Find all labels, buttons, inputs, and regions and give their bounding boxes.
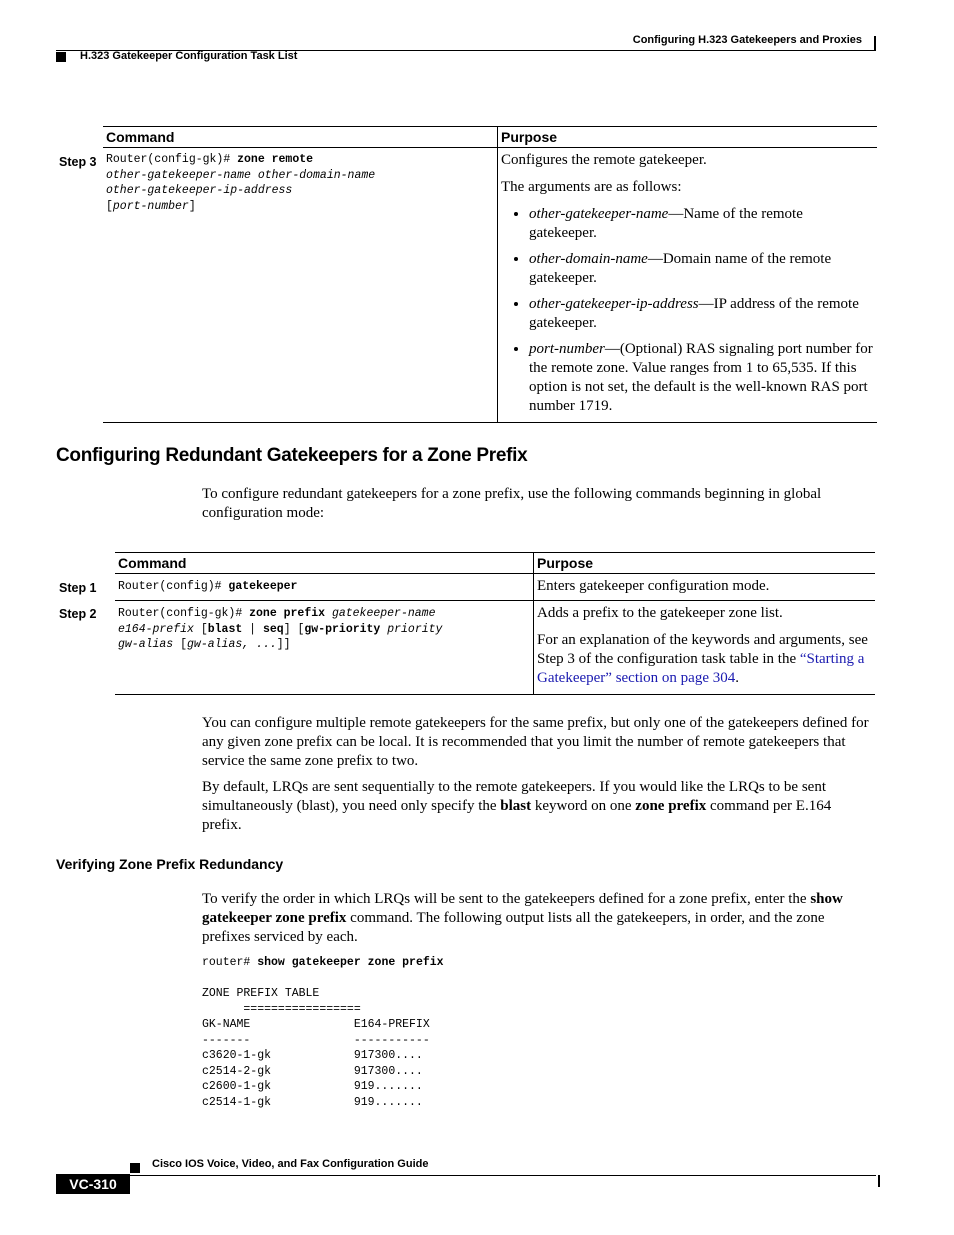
column-header-purpose: Purpose	[498, 127, 878, 148]
list-item	[529, 340, 874, 416]
arg-term: other-domain-name	[529, 251, 648, 267]
prompt: Router(config-gk)#	[118, 607, 250, 620]
purpose-gatekeeper: Enters gatekeeper configuration mode.	[537, 578, 770, 594]
purpose-zone-remote	[501, 151, 874, 416]
keyword-gatekeeper: gatekeeper	[228, 580, 298, 593]
keyword-zone-prefix: zone prefix	[249, 607, 326, 620]
arg-port: port-number	[112, 199, 189, 213]
arg-priority: priority	[380, 622, 443, 636]
column-header-command: Command	[115, 553, 534, 574]
keyword-zone-remote: zone remote	[237, 153, 314, 166]
footer-guide-title: Cisco IOS Voice, Video, and Fax Configuration Guide	[152, 1158, 429, 1170]
intro-paragraph: To configure redundant gatekeepers for a zone prefix, use the following commands beginning in global configuration mode:	[202, 486, 822, 521]
purpose-args-intro: The arguments are as follows:	[501, 179, 682, 195]
syntax-text: ]]	[276, 638, 291, 651]
arg-desc: —Name of the remote gatekeeper.	[529, 206, 803, 241]
running-header-section: H.323 Gatekeeper Configuration Task List	[80, 50, 298, 62]
page-number: VC-310	[56, 1174, 130, 1194]
arg-names: other-gatekeeper-name other-domain-name	[106, 168, 376, 182]
show-command: show gatekeeper zone prefix	[257, 956, 444, 969]
subsection-title: Verifying Zone Prefix Redundancy	[56, 856, 284, 872]
cli-output	[202, 955, 444, 1110]
arg-term: other-gatekeeper-ip-address	[529, 296, 699, 312]
arg-gw-alias-list: gw-alias, ...	[187, 638, 277, 651]
keyword-blast: blast	[207, 622, 243, 636]
list-item	[529, 295, 874, 333]
list-item	[529, 205, 874, 243]
arg-desc: —(Optional) RAS signaling port number for the remote zone. Value ranges from 1 to 65,535. If this option is not set, the default is the well-known RAS port number 1719.	[529, 341, 873, 414]
text: To verify the order in which LRQs will be sent to the gatekeepers defined for a zone prefix, enter the	[202, 891, 811, 907]
text: command per E.164 prefix.	[202, 798, 832, 833]
paragraph-lrq-blast	[202, 778, 874, 835]
column-header-command: Command	[103, 127, 498, 148]
step-3-label: Step 3	[59, 155, 97, 169]
argument-list	[501, 205, 874, 416]
step-2-label: Step 2	[59, 607, 97, 621]
text: command. The following output lists all the gatekeepers, in order, and the zone prefixes serviced by each.	[202, 910, 825, 945]
syntax-text: ] [	[283, 622, 305, 636]
footer-tick	[878, 1175, 880, 1187]
arg-term: port-number	[529, 341, 605, 357]
header-marker	[56, 52, 66, 62]
prompt: router#	[202, 956, 258, 969]
syntax-text: [	[193, 622, 208, 636]
keyword-seq: seq	[262, 622, 284, 636]
keyword-gw-priority: gw-priority	[304, 622, 381, 636]
text: keyword on one	[531, 798, 636, 814]
column-header-purpose: Purpose	[534, 553, 876, 574]
zone-remote-command	[106, 152, 494, 214]
gatekeeper-command	[118, 579, 530, 595]
purpose-line: Adds a prefix to the gatekeeper zone list.	[537, 605, 783, 621]
paragraph-verify	[202, 890, 874, 947]
bracket-close: ]	[188, 199, 196, 213]
command-table-2	[115, 552, 875, 695]
purpose-zone-prefix	[537, 604, 872, 688]
purpose-text: .	[735, 670, 739, 686]
arg-ip: other-gatekeeper-ip-address	[106, 184, 293, 197]
keyword-blast: blast	[500, 798, 532, 814]
prompt: Router(config)#	[118, 580, 229, 593]
list-item	[529, 250, 874, 288]
syntax-text: |	[242, 622, 263, 636]
syntax-text: [	[173, 638, 188, 651]
starting-gatekeeper-link[interactable]: “Starting a Gatekeeper” section on page 304	[537, 651, 865, 686]
arg-desc: —IP address of the remote gatekeeper.	[529, 296, 859, 331]
footer-rule	[130, 1175, 876, 1176]
command-table-1	[103, 126, 877, 423]
command-output: ZONE PREFIX TABLE ================= GK-NAME E164-PREFIX ------- ----------- c3620-1-gk 917300.... c2514-2-gk 917300.... c2600-1-gk 919....... c2514-1-gk 919.......	[202, 987, 430, 1109]
paragraph-multiple-gatekeepers: You can configure multiple remote gatekeepers for the same prefix, but only one of the gatekeepers defined for any given zone prefix can be local. It is recommended that you limit the number of remote gatekeepers that service the same zone prefix to two.	[202, 715, 869, 769]
section-title: Configuring Redundant Gatekeepers for a Zone Prefix	[56, 445, 528, 466]
text: By default, LRQs are sent sequentially to the remote gatekeepers. If you would like the LRQs to be sent simultaneously (blast), you need only specify the	[202, 779, 827, 814]
prompt: Router(config-gk)#	[106, 153, 238, 166]
arg-gw-alias: gw-alias	[118, 638, 174, 651]
header-bar	[874, 36, 876, 50]
arg-desc: —Domain name of the remote gatekeeper.	[529, 251, 832, 286]
purpose-intro: Configures the remote gatekeeper.	[501, 152, 707, 168]
step-1-label: Step 1	[59, 581, 97, 595]
running-header-chapter: Configuring H.323 Gatekeepers and Proxies	[632, 34, 862, 46]
arg-gatekeeper-name: gatekeeper-name	[325, 607, 436, 620]
purpose-text: For an explanation of the keywords and arguments, see Step 3 of the configuration task table in the	[537, 632, 868, 667]
zone-prefix-command	[118, 606, 530, 653]
arg-e164-prefix: e164-prefix	[118, 622, 194, 636]
footer-marker	[130, 1163, 140, 1173]
arg-term: other-gatekeeper-name	[529, 206, 669, 222]
bracket-open: [	[106, 199, 113, 213]
command-name: show gatekeeper zone prefix	[202, 891, 843, 926]
keyword-zone-prefix: zone prefix	[635, 798, 707, 814]
purpose-explanation	[537, 631, 872, 688]
